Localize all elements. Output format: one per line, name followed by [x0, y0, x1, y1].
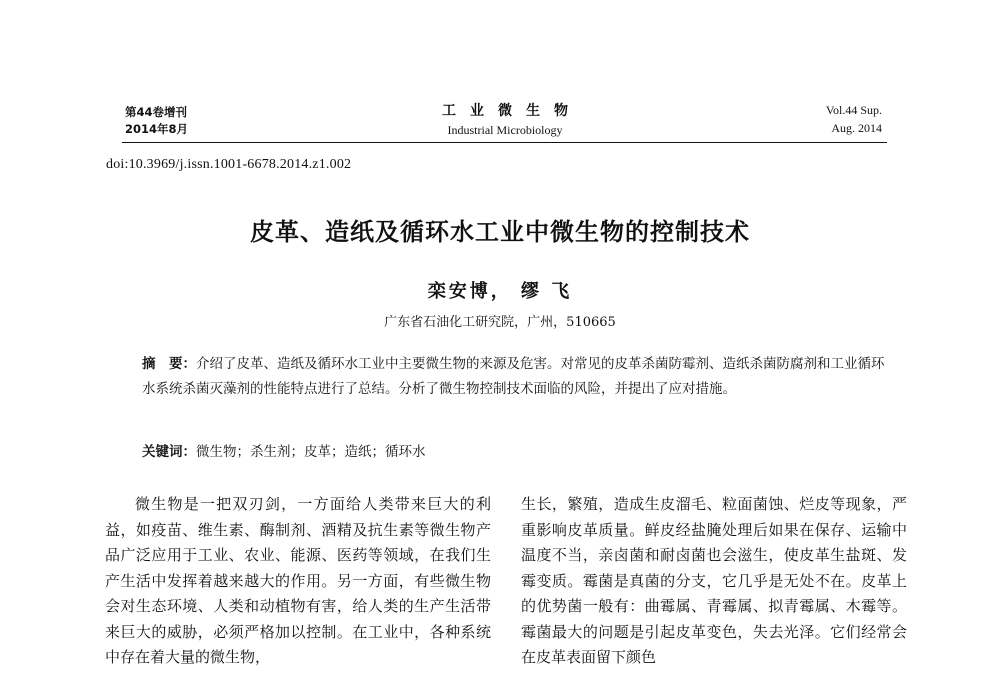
journal-name [420, 100, 590, 138]
keywords [142, 440, 892, 465]
journal-name-chinese: 工业微生物 [442, 103, 582, 119]
body-paragraph: 微生物是一把双刃剑，一方面给人类带来巨大的利益，如疫苗、维生素、酶制剂、酒精及抗生素等微生物产品广泛应用于工业、农业、能源、医药等领域，在我们生产生活中发挥着越来越大的作用。另一方面，有些微生物会对生态环境、人类和动植物有害，给人类的生产生活带来巨大的威胁，必须严格加以控制。在工业中，各种系统中存在着大量的微生物， [105, 495, 491, 666]
date-english: Aug. 2014 [831, 121, 882, 135]
body-paragraph: 生长，繁殖，造成生皮溜毛、粒面菌蚀、烂皮等现象，严重影响皮革质量。鲜皮经盐腌处理后如果在保存、运输中温度不当，亲卤菌和耐卤菌也会滋生，使皮革生盐斑、发霉变质。霉菌是真菌的分支，它几乎是无处不在。皮革上的优势菌一般有：曲霉属、青霉属、拟青霉属、木霉等。霉菌最大的问题是引起皮革变色，失去光泽。它们经常会在皮革表面留下颜色 [521, 495, 907, 666]
volume-english: Vol.44 Sup. [825, 103, 882, 117]
publication-date: 2014年8月 [125, 122, 189, 136]
keywords-label: 关键词： [142, 444, 196, 460]
body-column-right [521, 492, 907, 671]
affiliation: 广东省石油化工研究院，广州，510665 [384, 315, 616, 330]
keywords-text: 微生物；杀生剂；皮革；造纸；循环水 [196, 444, 426, 460]
journal-volume-info [125, 104, 188, 138]
paper-title: 皮革、造纸及循环水工业中微生物的控制技术 [250, 218, 750, 246]
header-divider [122, 142, 887, 143]
journal-volume-info-english [826, 101, 882, 137]
abstract-label: 摘 要： [142, 356, 196, 372]
body-column-left [105, 492, 491, 671]
journal-name-english: Industrial Microbiology [447, 123, 563, 137]
abstract-text: 介绍了皮革、造纸及循环水工业中主要微生物的来源及危害。对常见的皮革杀菌防霉剂、造纸杀菌防腐剂和工业循环水系统杀菌灭藻剂的性能特点进行了总结。分析了微生物控制技术面临的风险，并提出了应对措施。 [142, 356, 885, 397]
volume-issue: 第44卷增刊 [125, 105, 188, 119]
authors: 栾安博， 缪 飞 [427, 281, 573, 302]
abstract [142, 352, 892, 402]
doi: doi:10.3969/j.issn.1001-6678.2014.z1.002 [106, 157, 352, 172]
